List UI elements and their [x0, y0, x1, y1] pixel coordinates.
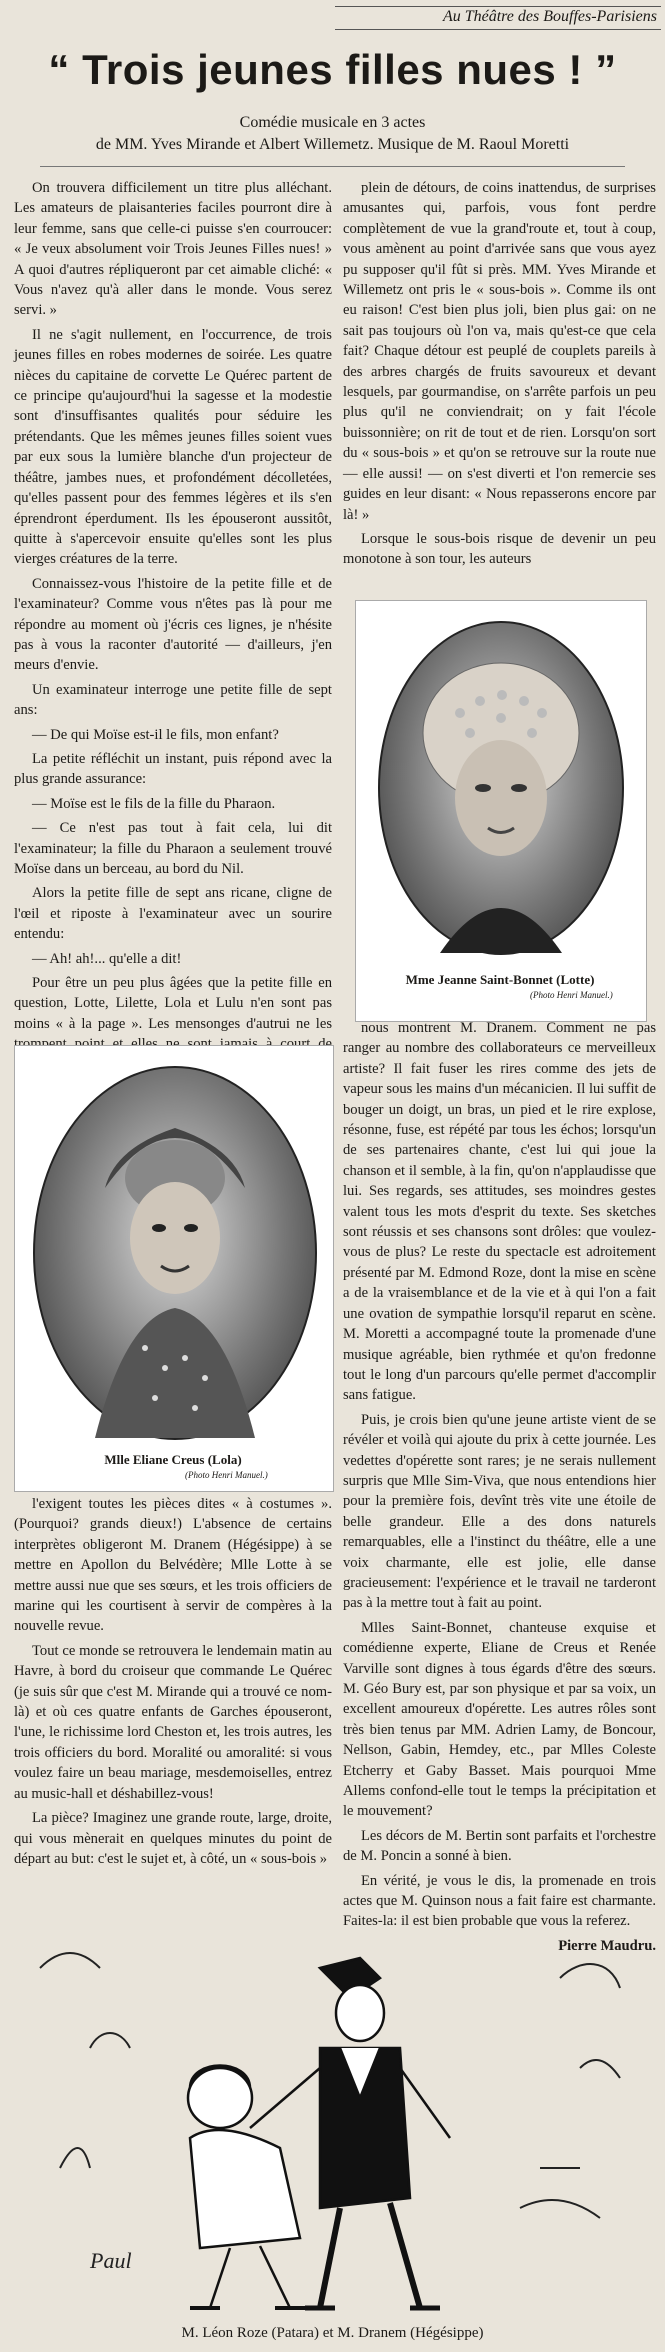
- left-top-paragraph: La petite réfléchit un instant, puis répond avec la plus grande assurance:: [14, 750, 332, 788]
- column-left-bottom: [14, 1494, 332, 1964]
- caption-creus: Mlle Eliane Creus (Lola): [104, 1452, 242, 1467]
- column-left-top: [14, 178, 332, 1038]
- portrait-saint-bonnet: [378, 621, 624, 955]
- left-bottom-paragraph: Tout ce monde se retrouvera le lendemain matin au Havre, à bord du croiseur que commande Le Quérec (je suis sûr que c'est M. Mirande qui a trouvé ce nom-là) et où ces quatre enfants de Garches épouseront, l'une, le richissime lord Cheston et, les trois autres, les trois officiers du bord. Moralité ou amoralité: si vous voulez faire un beau mariage, mesdemoiselles, entrez au music-hall et déshabillez-vous!: [14, 1642, 332, 1802]
- credit-saint-bonnet: (Photo Henri Manuel.): [530, 990, 613, 1000]
- left-bottom-paragraph: La pièce? Imaginez une grande route, large, droite, qui vous mènerait en quelques minutes du point de départ au but: c'est le sujet et, à côté, un « sous-bois »: [14, 1810, 332, 1867]
- author-signature: Pierre Maudru.: [558, 1937, 656, 1954]
- article-title: “ Trois jeunes filles nues ! ”: [48, 46, 617, 93]
- cartoon-illustration: [20, 1938, 645, 2318]
- illustration-caption: M. Léon Roze (Patara) et M. Dranem (Hégésippe): [181, 2325, 484, 2341]
- left-top-paragraph: — De qui Moïse est-il le fils, mon enfant?: [32, 726, 279, 743]
- left-top-paragraph: Pour être un peu plus âgées que la petite fille en question, Lotte, Lilette, Lola et Lulu n'en sont pas moins « à la page ». Les mensonges d'autrui ne les: [14, 975, 332, 1032]
- subtitle-genre: Comédie musicale en 3 actes: [239, 114, 426, 131]
- right-bottom-paragraph: Puis, je crois bien qu'une jeune artiste vient de se révéler et voilà qui ajoute du prix à cette journée. Les vedettes d'opérette sont rares; je ne serais nullement surpris que Mlle Sim-Viva, que nous entendions hier pour la première fois, devînt très vite une étoile de belle grandeur. Elle a des dons naturels remarquables, elle a l'instinct du théâtre, elle a une voix charmante, elle est jolie, elle danse gracieusement: l'expérience et le travail ne tarderont pas à la mettre tout à fait au point.: [343, 1411, 656, 1612]
- artist-signature: Paul: [90, 2248, 132, 2273]
- right-top-paragraph: Lorsque le sous-bois risque de devenir un peu monotone à son tour, les auteurs: [343, 530, 656, 568]
- right-bottom-paragraph: Mlles Saint-Bonnet, chanteuse exquise et comédienne experte, Eliane de Creus et Renée Varville sont dignes à tous égards d'être des sœurs. M. Géo Bury est, par son physique et par sa voix, un excellent amoureux d'opérette. Les autres rôles sont très bien tenus par MM. Adrien Lamy, de Boncour, Nellson, Gabin, Hemdey, etc., par Mlles Coleste Etcherry et Gaby Basset. Mais pourquoi Mme Allems confond-elle tout le temps la précipitation et le mouvement?: [343, 1619, 656, 1820]
- title-rule: [40, 166, 625, 167]
- left-top-paragraph: Un examinateur interroge une petite fille de sept ans:: [14, 681, 332, 719]
- portrait-creus-drawing: [35, 1068, 315, 1438]
- credit-creus: (Photo Henri Manuel.): [185, 1470, 268, 1480]
- left-top-paragraph: Alors la petite fille de sept ans ricane, cligne de l'œil et riposte à l'examinateur avec un sourire entendu:: [14, 885, 332, 943]
- left-top-paragraph: Il ne s'agit nullement, en l'occurrence, de trois jeunes filles en robes modernes de soirée. Les quatre nièces du capitaine de corvette Le Quérec partent de ce principe qu'aujourd'hui la sagesse et la modestie sont d'insuffisantes qualités pour séduire les prétendants. Que les mêmes jeunes filles soient vues par eux sous la lumière blanche d'un projecteur de théâtre, jambes nues, et profondément décolletées, qu'elles passent pour des femmes légères et ils s'en éprendront éperdument. Ils les épouseront aussitôt, quitte à s'apercevoir ensuite qu'elles sont les plus vierges créatures de la terre.: [14, 326, 332, 568]
- left-top-paragraph: — Moïse est le fils de la fille du Pharaon.: [32, 795, 276, 812]
- photo-frame-saint-bonnet: [355, 600, 647, 1022]
- portrait-saint-bonnet-drawing: [380, 623, 622, 953]
- left-bottom-paragraph: l'exigent toutes les pièces dites « à costumes ». (Pourquoi? grands dieux!) L'absence de certains interprètes obligeront M. Dranem (Hégésippe) à se mettre en Apollon du Belvédère; Mlle Lotte à se mettre aussi nue que ses sœurs, et les trois officiers de marine qui les courtisent à servir de compères à la nouvelle revue.: [14, 1496, 332, 1635]
- portrait-creus: [33, 1066, 317, 1440]
- right-bottom-paragraph: Les décors de M. Bertin sont parfaits et l'orchestre de M. Poncin a sonné à bien.: [343, 1827, 656, 1865]
- running-head: Au Théâtre des Bouffes-Parisiens: [335, 6, 661, 30]
- caption-saint-bonnet: Mme Jeanne Saint-Bonnet (Lotte): [405, 972, 595, 987]
- left-top-paragraph: On trouvera difficilement un titre plus alléchant. Les amateurs de plaisanteries faciles pourront dire à leur femme, sans que celle-ci puisse s'en courroucer: « Je veux absolument voir Trois Jeunes Filles nues! » A quoi d'autres répliqueront par cet aimable cliché: « Vous n'avez qu'à aller dans le monde. Vous serez servi. »: [14, 180, 332, 319]
- article-subtitle: [0, 112, 665, 156]
- photo-frame-creus: [14, 1045, 334, 1492]
- right-top-paragraph: plein de détours, de coins inattendus, de surprises amusantes qui, parfois, vous font perdre complètement de vue la grand'route et, tout à coup, vous amènent au point d'arrivée sans que vous ayez pu supposer qu'il fût si près. MM. Yves Mirande et Willemetz ont pris le « sous-bois ». Comme ils ont eu raison! C'est bien plus joli, bien plus gai: on ne sait pas toujours où l'on va, mais qu'est-ce que cela fait? Chaque détour est peuplé de couplets pareils à des arbres chargés de fruits savoureux et devant lesquels, par gourmandise, on s'arrête parfois un peu plus qu'il ne conviendrait; on y fait l'école buissonnière; on rit de tout et de rien. Lorsqu'on sort du « sous-bois » et qu'on se retrouve sur la route nue — elle aussi! — on s'est diverti et l'on remercie ses guides en leur disant: « Nous repasserons encore par là! »: [343, 180, 656, 523]
- left-top-paragraph: — Ah! ah!... qu'elle a dit!: [32, 950, 182, 967]
- left-top-paragraph: — Ce n'est pas tout à fait cela, lui dit l'examinateur; la fille du Pharaon a seulement trouvé Moïse dans un berceau, au bord du Nil.: [14, 820, 332, 877]
- left-top-paragraph: Connaissez-vous l'histoire de la petite fille et de l'examinateur? Comme vous n'êtes pas là pour me répondre au moment où j'écris ces lignes, je n'hésite pas à vous la raconter d'autorité — d'ailleurs, j'en meurs d'envie.: [14, 575, 332, 674]
- subtitle-authors: de MM. Yves Mirande et Albert Willemetz. Musique de M. Raoul Moretti: [95, 136, 570, 153]
- right-bottom-paragraph: nous montrent M. Dranem. Comment ne pas ranger au nombre des collaborateurs ce merveilleux artiste? Il fait fuser les rires comme des jets de vapeur sous les mains d'un mécanicien. Il lui suffit de bouger un doigt, un bras, un pied et le rire explose, résonne, fuse, est répété par tous les échos; lorsqu'un de ses partenaires chante, c'est lui qui joue la chanson et il semble, à la fin, qu'on n'applaudisse que lui. Ses regards, ses attitudes, ses moindres gestes valent tous les mots d'esprit du texte. Ses sketches sont réussis et ses chansons sont drôles: que voulez-vous de plus? Le reste du spectacle est adroitement présenté par M. Edmond Roze, dont la mise en scène a de la vraisemblance et de la vie et à qui l'on a fait une ovation de sympathie lorsqu'il reparut en scène. M. Moretti a accompagné toute la promenade d'une musique agréable, bien rythmée et qu'on fredonne tout le long d'un parcours qu'elle permet d'accomplir sans fatigue.: [343, 1020, 656, 1404]
- cartoon-drawing: [20, 1938, 645, 2318]
- right-bottom-paragraph: En vérité, je vous le dis, la promenade en trois actes que M. Quinson nous a fait faire est charmante. Faites-la: il est bien probable que vous la referez.: [343, 1872, 656, 1930]
- column-right-bottom: [343, 1018, 656, 1954]
